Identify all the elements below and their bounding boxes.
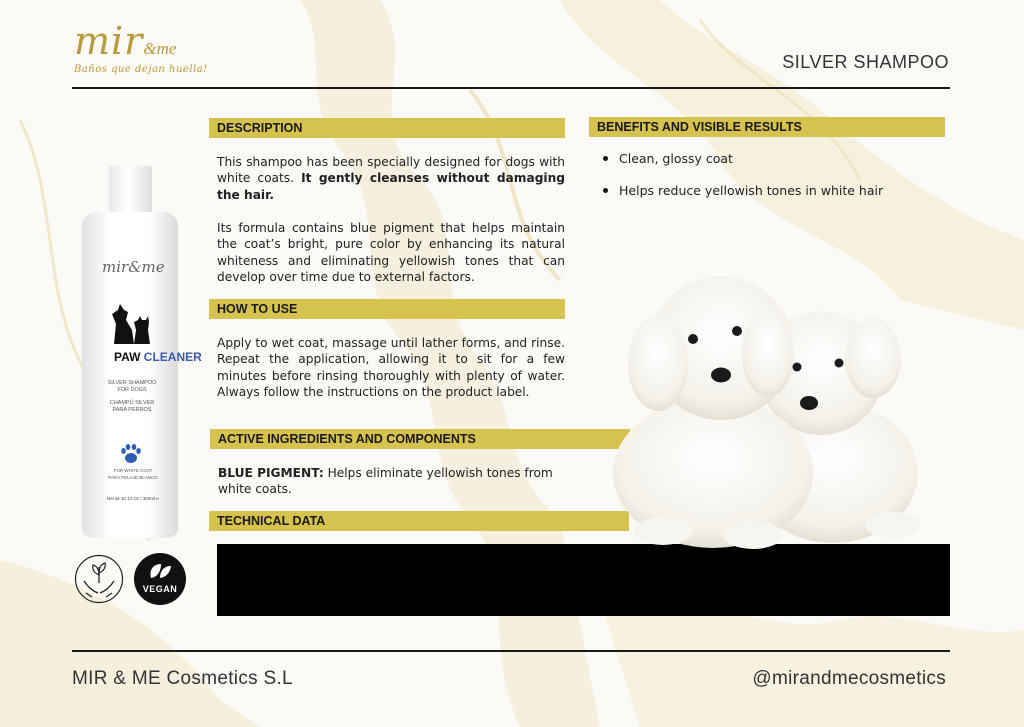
logo-amp-text: &me: [143, 39, 177, 58]
description-text: This shampoo has been specially designed for dogs with white coats.: [217, 155, 565, 186]
bottle-brand: [114, 350, 202, 364]
bottle-brand-cleaner: CLEANER: [143, 350, 202, 364]
logo-tagline: Baños que dejan huella!: [74, 64, 208, 75]
how-to-use-text: Apply to wet coat, massage until lather forms, and rinse. Repeat the application, allowing it to sit for a few minutes before rinsing thoroughly with plenty of water. Always follow the instructions on the product label.: [217, 336, 565, 399]
brand-logo: [74, 19, 208, 75]
description-paragraph-2: Its formula contains blue pigment that helps maintain the coat’s bright, pure color by enhancing its natural whiteness and eliminating yellowish tones that can develop over time due to external factors.: [217, 221, 565, 284]
ingredient-text: Helps eliminate yellowish tones from white coats.: [218, 466, 553, 497]
bottle-label-en: SILVER SHAMPOO FOR DOGS: [107, 380, 157, 393]
technical-data-panel: [217, 544, 950, 616]
how-to-use-heading: HOW TO USE: [209, 299, 565, 319]
bottle-coat-en: FOR WHITE COAT: [113, 468, 153, 473]
paw-print-icon: [120, 444, 142, 464]
vegan-label: VEGAN: [142, 584, 178, 594]
header-divider: [72, 87, 950, 89]
footer-divider: [72, 650, 950, 652]
white-poodle-puppies-image: [603, 263, 933, 553]
benefits-heading: BENEFITS AND VISIBLE RESULTS: [589, 117, 945, 137]
benefit-item: Helps reduce yellowish tones in white hair: [600, 183, 883, 198]
natural-care-hands-icon: [74, 553, 124, 605]
product-bottle-image: [80, 166, 202, 538]
ingredient-label: BLUE PIGMENT:: [218, 466, 324, 480]
description-heading: DESCRIPTION: [209, 118, 565, 138]
bottle-net-weight: Net wt 10.14 Oz / 300ml ℮: [106, 496, 160, 501]
vegan-badge: [134, 553, 186, 605]
logo-main-text: mir: [74, 19, 144, 63]
active-ingredient-item: [218, 465, 563, 498]
benefit-item: Clean, glossy coat: [600, 151, 883, 166]
dog-cat-silhouette-icon: [106, 300, 156, 346]
bottle-logo: mir&me: [102, 258, 165, 276]
description-bold-text: It gently cleanses without damaging the hair.: [217, 171, 565, 202]
company-name: MIR & ME Cosmetics S.L: [72, 668, 293, 689]
bottle-coat-es: PARA PELAJE BLANCO: [108, 475, 158, 480]
bottle-brand-paw: PAW: [114, 350, 141, 364]
bottle-label-es: CHAMPÚ SILVER PARA PERROS: [109, 400, 155, 413]
technical-data-heading: TECHNICAL DATA: [209, 511, 629, 531]
page-title: SILVER SHAMPOO: [782, 52, 949, 72]
leaf-icon: [147, 562, 173, 580]
bottle-body: [82, 212, 202, 538]
bottle-cap: [109, 166, 152, 216]
active-ingredients-heading: ACTIVE INGREDIENTS AND COMPONENTS: [210, 429, 630, 449]
social-handle[interactable]: @mirandmecosmetics: [752, 668, 946, 689]
description-paragraph-1: [217, 154, 565, 203]
benefits-list: [600, 151, 883, 215]
